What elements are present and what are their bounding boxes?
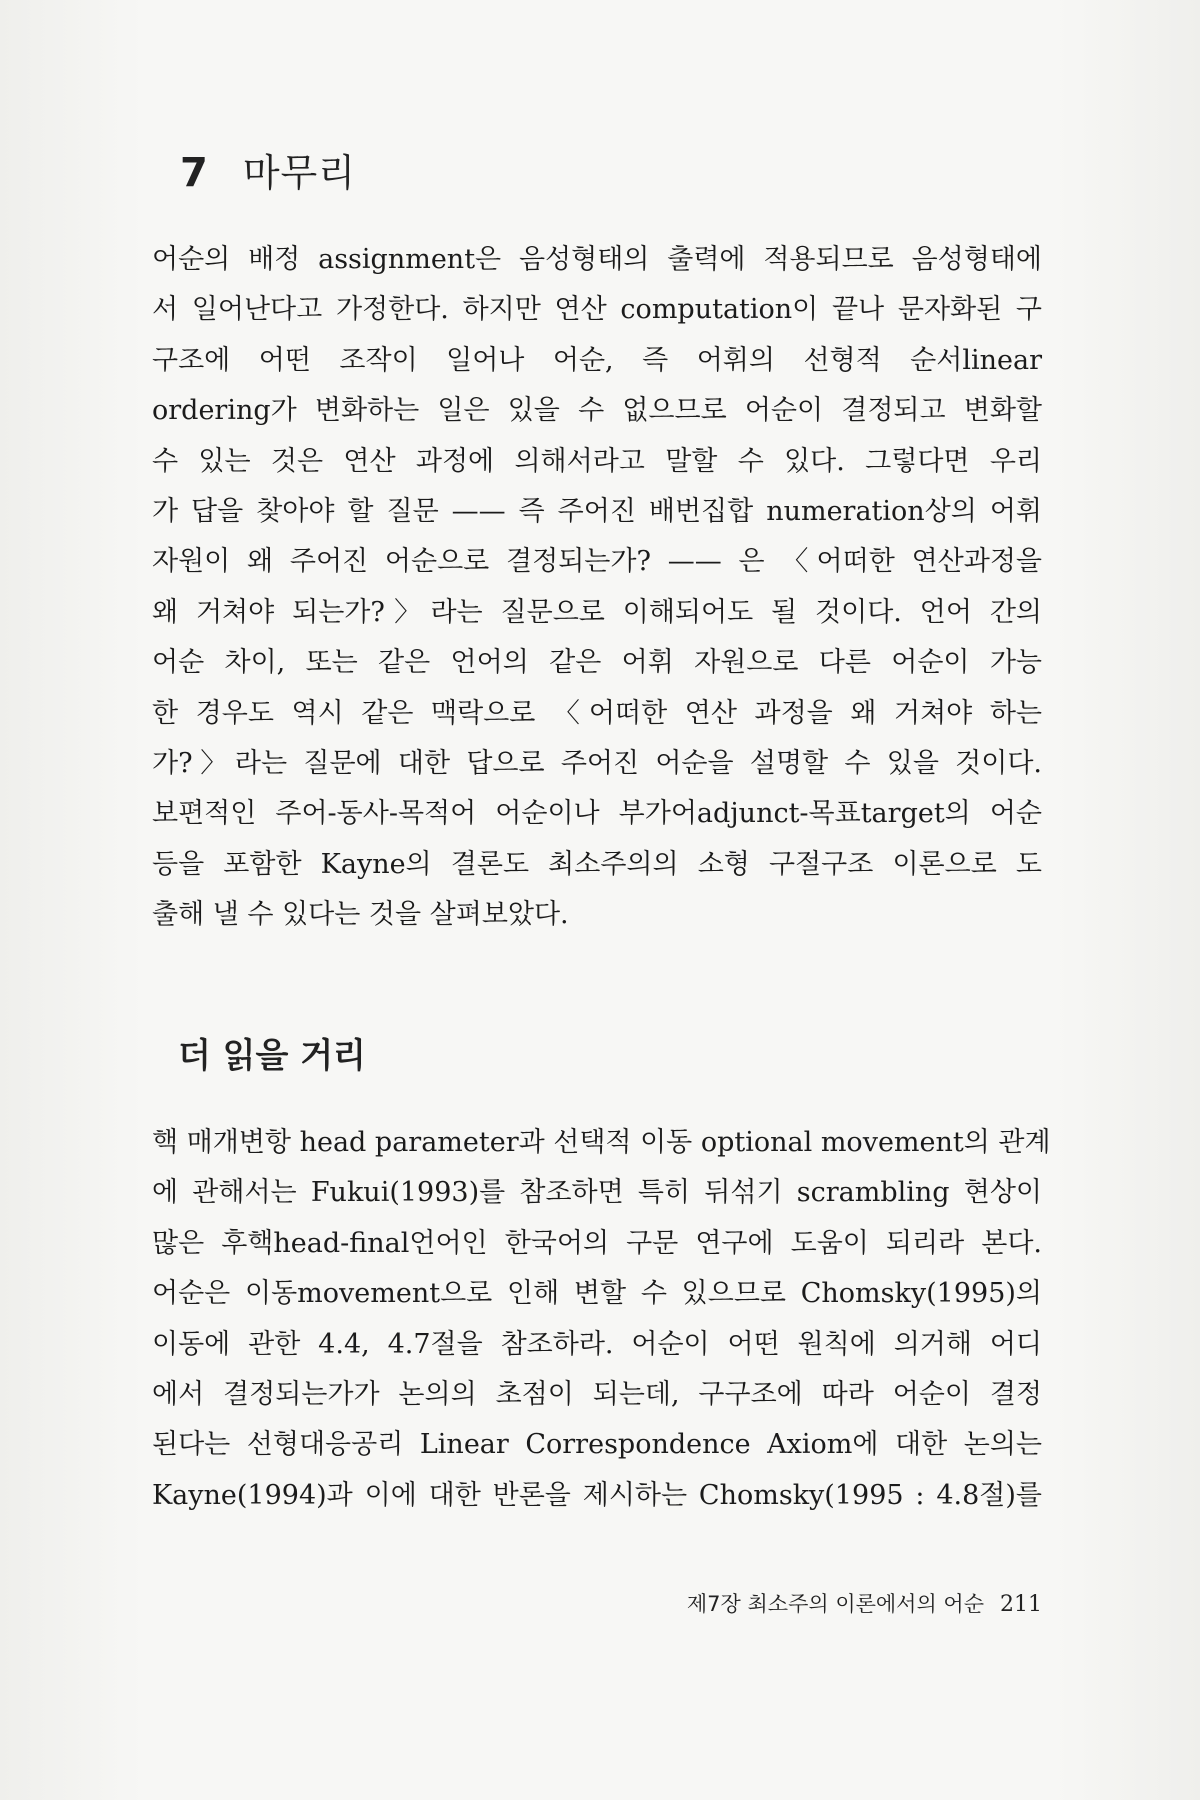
text-line: 에서 결정되는가가 논의의 초점이 되는데, 구구조에 따라 어순이 결정 (152, 1379, 1042, 1411)
text-line: 서 일어난다고 가정한다. 하지만 연산 computation이 끝나 문자화된 구 (152, 294, 1042, 326)
text-line: 등을 포함한 Kayne의 결론도 최소주의의 소형 구절구조 이론으로 도 (152, 848, 1042, 880)
text-line: 어순의 배정 assignment은 음성형태의 출력에 적용되므로 음성형태에 (152, 244, 1042, 275)
text-line: 어순은 이동movement으로 인해 변할 수 있으므로 Chomsky(1995)의 (152, 1278, 1042, 1310)
page-number: 211 (1000, 1592, 1042, 1617)
text-line: 가 답을 찾아야 할 질문 —— 즉 주어진 배번집합 numeration상의 어휘 (152, 496, 1042, 528)
text-line: 왜 거쳐야 되는가?〉라는 질문으로 이해되어도 될 것이다. 언어 간의 (152, 596, 1042, 628)
section-title: 마무리 (242, 151, 356, 195)
further-reading-paragraph (152, 1118, 1051, 1521)
text-line: Kayne(1994)과 이에 대한 반론을 제시하는 Chomsky(1995 : 4.8절)를 (152, 1479, 1042, 1511)
text-line: 된다는 선형대응공리 Linear Correspondence Axiom에 대한 논의는 (152, 1429, 1042, 1461)
text-line: 구조에 어떤 조작이 일어나 어순, 즉 어휘의 선형적 순서linear (152, 344, 1042, 376)
section-number: 7 (180, 150, 209, 196)
text-line: 에 관해서는 Fukui(1993)를 참조하면 특히 뒤섞기 scrambling 현상이 (152, 1177, 1042, 1209)
text-line: 출해 낼 수 있다는 것을 살펴보았다. (152, 899, 569, 931)
text-line: 많은 후핵head-final언어인 한국어의 구문 연구에 도움이 되리라 본다. (152, 1227, 1042, 1259)
text-line: 이동에 관한 4.4, 4.7절을 참조하라. 어순이 어떤 원칙에 의거해 어디 (152, 1328, 1042, 1360)
text-line: 핵 매개변항 head parameter과 선택적 이동 optional movement의 관계 (152, 1127, 1051, 1158)
conclusion-paragraph (152, 235, 1042, 941)
text-line: 자원이 왜 주어진 어순으로 결정되는가? —— 은 〈어떠한 연산과정을 (152, 546, 1042, 578)
running-title: 제7장 최소주의 이론에서의 어순 (686, 1592, 984, 1616)
text-line: 가?〉라는 질문에 대한 답으로 주어진 어순을 설명할 수 있을 것이다. (152, 748, 1042, 780)
further-reading-heading: 더 읽을 거리 (178, 1036, 366, 1076)
text-line: 어순 차이, 또는 같은 언어의 같은 어휘 자원으로 다른 어순이 가능 (152, 647, 1042, 679)
text-line: 한 경우도 역시 같은 맥락으로 〈어떠한 연산 과정을 왜 거쳐야 하는 (152, 697, 1042, 729)
text-line: ordering가 변화하는 일은 있을 수 없으므로 어순이 결정되고 변화할 (152, 395, 1042, 427)
text-line: 보편적인 주어-동사-목적어 어순이나 부가어adjunct-목표target의 어순 (152, 798, 1042, 830)
text-line: 수 있는 것은 연산 과정에 의해서라고 말할 수 있다. 그렇다면 우리 (152, 445, 1042, 477)
section-heading (180, 142, 356, 197)
page-footer (687, 1588, 1042, 1618)
